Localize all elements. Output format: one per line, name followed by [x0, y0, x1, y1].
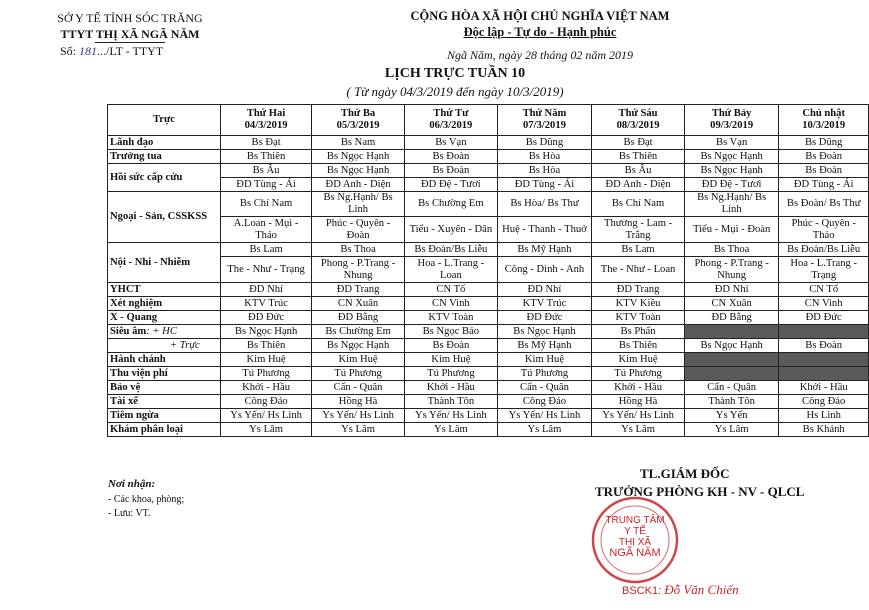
table-cell: Bs Ngọc Hạnh — [312, 164, 405, 178]
row-label: Thu viện phí — [108, 367, 221, 381]
org-line-1: SỞ Y TẾ TỈNH SÓC TRĂNG — [57, 11, 203, 25]
table-cell: Bs Chường Em — [404, 192, 497, 217]
table-cell: Tú Phương — [497, 367, 591, 381]
table-cell: Ys Yến/ Hs Linh — [404, 409, 497, 423]
table-cell: Phong - P.Trang - Nhung — [312, 257, 405, 283]
table-cell: KTV Trúc — [497, 297, 591, 311]
table-cell: ĐD Đức — [497, 311, 591, 325]
row-label: Khám phân loại — [108, 423, 221, 437]
table-cell: CN Vinh — [404, 297, 497, 311]
day-header: Thứ Hai 04/3/2019 — [220, 105, 311, 136]
table-cell: Bs Ngọc Hạnh — [220, 325, 311, 339]
table-cell: Bs Đoàn — [404, 339, 497, 353]
row-label: Lãnh đạo — [108, 136, 221, 150]
table-row — [108, 136, 869, 150]
table-cell: Bs Mỹ Hạnh — [497, 339, 591, 353]
table-cell: Ys Lâm — [404, 423, 497, 437]
table-cell: Thành Tôn — [684, 395, 778, 409]
day-header: Thứ Sáu 08/3/2019 — [592, 105, 685, 136]
signature-position: TRƯỞNG PHÒNG KH - NV - QLCL — [595, 484, 805, 499]
table-cell: Ys Lâm — [312, 423, 405, 437]
table-cell: ĐD Đệ - Tươi — [684, 178, 778, 192]
table-cell: ĐD Tùng - Ái — [220, 178, 311, 192]
table-row — [108, 243, 869, 257]
recipients-title: Nơi nhận: — [108, 478, 156, 490]
table-row — [108, 381, 869, 395]
table-cell: Bs Chí Nam — [220, 192, 311, 217]
table-cell: Bs Ngọc Hạnh — [312, 339, 405, 353]
table-cell: Bs Chường Em — [312, 325, 405, 339]
table-cell: Hồng Hà — [592, 395, 685, 409]
shaded-cell — [779, 353, 869, 367]
table-cell: The - Như - Loan — [592, 257, 685, 283]
table-cell: CN Vinh — [779, 297, 869, 311]
table-cell: Ys Yến/ Hs Linh — [497, 409, 591, 423]
table-cell: CN Tố — [404, 283, 497, 297]
table-cell: Tú Phương — [404, 367, 497, 381]
shaded-cell — [684, 325, 778, 339]
table-cell: Khởi - Hầu — [404, 381, 497, 395]
table-cell: Hồng Hà — [312, 395, 405, 409]
table-row — [108, 150, 869, 164]
table-cell: Khởi - Hầu — [779, 381, 869, 395]
table-cell: Hs Linh — [779, 409, 869, 423]
table-cell: Bs Đoàn — [404, 150, 497, 164]
table-cell: Bs Thoa — [684, 243, 778, 257]
table-cell: Bs Đạt — [592, 136, 685, 150]
table-row — [108, 409, 869, 423]
table-cell: Ys Lâm — [497, 423, 591, 437]
table-cell: Bs Hòa — [497, 164, 591, 178]
table-cell: KTV Toàn — [404, 311, 497, 325]
row-label: Hành chánh — [108, 353, 221, 367]
table-cell: ĐD Tùng - Ái — [497, 178, 591, 192]
table-cell: Bs Đoàn — [404, 164, 497, 178]
table-cell: Tú Phương — [312, 367, 405, 381]
row-label: Tài xế — [108, 395, 221, 409]
table-row — [108, 339, 869, 353]
table-cell: Bs Thiên — [220, 339, 311, 353]
table-cell: Ys Lâm — [220, 423, 311, 437]
row-label: Siêu âm: + HC — [108, 325, 221, 339]
row-label: X - Quang — [108, 311, 221, 325]
seal-text: TRUNG TÂM Y TẾ THỊ XÃ NGÃ NĂM — [605, 515, 665, 559]
table-row — [108, 217, 869, 243]
table-cell: ĐD Nhí — [684, 283, 778, 297]
table-cell: Bs Đoàn/Bs Liễu — [404, 243, 497, 257]
row-label: Xét nghiệm — [108, 297, 221, 311]
table-cell: Thành Tôn — [404, 395, 497, 409]
signature-title: TL.GIÁM ĐỐC — [640, 466, 730, 481]
table-cell: Ys Lâm — [592, 423, 685, 437]
day-header: Thứ Năm 07/3/2019 — [497, 105, 591, 136]
table-cell: Kim Huệ — [312, 353, 405, 367]
table-cell: Kim Huệ — [497, 353, 591, 367]
org-line-2: TTYT THỊ XÃ NGÃ NĂM — [60, 27, 200, 41]
table-cell: Hoa - L.Trang - Trạng — [779, 257, 869, 283]
table-cell: ĐD Anh - Diện — [592, 178, 685, 192]
table-cell: Cẩn - Quân — [684, 381, 778, 395]
table-cell: Bs Phấn — [592, 325, 685, 339]
table-row — [108, 395, 869, 409]
table-cell: ĐD Trang — [592, 283, 685, 297]
table-cell: Bs Vạn — [684, 136, 778, 150]
recipient-item: - Các khoa, phòng; — [108, 494, 185, 505]
table-cell: ĐD Đức — [220, 311, 311, 325]
table-cell: Bs Hòa/ Bs Thư — [497, 192, 591, 217]
table-cell: CN Tố — [779, 283, 869, 297]
table-cell: Bs Ngọc Bảo — [404, 325, 497, 339]
table-cell: CN Xuân — [312, 297, 405, 311]
table-cell: Cẩn - Quân — [497, 381, 591, 395]
table-cell: Kim Huệ — [220, 353, 311, 367]
table-cell: Bs Nam — [312, 136, 405, 150]
table-cell: Bs Thiên — [592, 339, 685, 353]
day-header: Chủ nhật 10/3/2019 — [779, 105, 869, 136]
table-cell: Bs Dũng — [779, 136, 869, 150]
shaded-cell — [684, 353, 778, 367]
table-cell: A.Loan - Mụi - Thảo — [220, 217, 311, 243]
table-cell: The - Như - Trạng — [220, 257, 311, 283]
table-cell: Bs Chí Nam — [592, 192, 685, 217]
table-cell: Bs Đoàn — [779, 339, 869, 353]
table-cell: Tú Phương — [220, 367, 311, 381]
table-cell: ĐD Tùng - Ái — [779, 178, 869, 192]
table-cell: Bs Đoàn/ Bs Thư — [779, 192, 869, 217]
table-cell: Bs Ngọc Hạnh — [497, 325, 591, 339]
table-cell: Bs Mỹ Hạnh — [497, 243, 591, 257]
table-row — [108, 423, 869, 437]
table-row — [108, 178, 869, 192]
table-row — [108, 367, 869, 381]
table-row — [108, 325, 869, 339]
table-cell: Bs Lam — [592, 243, 685, 257]
page-title: LỊCH TRỰC TUẦN 10 — [384, 66, 526, 81]
table-cell: ĐD Bằng — [312, 311, 405, 325]
national-header — [370, 8, 710, 40]
table-cell: KTV Toàn — [592, 311, 685, 325]
table-cell: Cẩn - Quân — [312, 381, 405, 395]
table-cell: Bs Âu — [220, 164, 311, 178]
day-header: Thứ Bảy 09/3/2019 — [684, 105, 778, 136]
table-cell: KTV Kiều — [592, 297, 685, 311]
table-cell: Thương - Lam - Trắng — [592, 217, 685, 243]
table-cell: Bs Ngọc Hạnh — [684, 339, 778, 353]
table-row — [108, 192, 869, 217]
table-cell: ĐD Đệ - Tươi — [404, 178, 497, 192]
table-cell: Bs Thiên — [220, 150, 311, 164]
row-label: Nội - Nhi - Nhiễm — [108, 243, 221, 283]
table-cell: ĐD Bằng — [684, 311, 778, 325]
table-cell: Công Đảo — [779, 395, 869, 409]
table-cell: Kim Huệ — [592, 353, 685, 367]
table-cell: Bs Lam — [220, 243, 311, 257]
day-header: Thứ Tư 06/3/2019 — [404, 105, 497, 136]
duty-schedule-table — [107, 104, 869, 437]
table-cell: ĐD Nhí — [497, 283, 591, 297]
table-cell: Bs Ng.Hạnh/ Bs Linh — [684, 192, 778, 217]
table-cell: ĐD Đức — [779, 311, 869, 325]
table-cell: Bs Đoàn — [779, 150, 869, 164]
table-cell: KTV Trúc — [220, 297, 311, 311]
shaded-cell — [779, 325, 869, 339]
table-cell: Bs Dũng — [497, 136, 591, 150]
table-cell: Hoa - L.Trang - Loan — [404, 257, 497, 283]
row-label: Ngoại - Sản, CSSKSS — [108, 192, 221, 243]
table-cell: Phúc - Quyên - Thảo — [779, 217, 869, 243]
page-subtitle: ( Từ ngày 04/3/2019 đến ngày 10/3/2019) — [346, 84, 564, 99]
row-label: + Trực — [108, 339, 221, 353]
table-row — [108, 297, 869, 311]
table-cell: Phúc - Quyên - Đoàn — [312, 217, 405, 243]
table-cell: Bs Đạt — [220, 136, 311, 150]
nation-name: CỘNG HÒA XÃ HỘI CHỦ NGHĨA VIỆT NAM — [410, 9, 670, 23]
table-cell: Khởi - Hầu — [592, 381, 685, 395]
issue-date: Ngã Năm, ngày 28 tháng 02 năm 2019 — [447, 48, 633, 62]
table-cell: Ys Yến/ Hs Linh — [312, 409, 405, 423]
table-cell: Bs Vạn — [404, 136, 497, 150]
table-row — [108, 257, 869, 283]
table-cell: Huệ - Thanh - Thuở — [497, 217, 591, 243]
official-seal — [580, 490, 690, 590]
row-label: Bảo vệ — [108, 381, 221, 395]
motto: Độc lập - Tự do - Hạnh phúc — [463, 25, 617, 39]
table-cell: Tiểu - Mụi - Đoàn — [684, 217, 778, 243]
table-cell: Bs Ngọc Hạnh — [312, 150, 405, 164]
row-label: Tiêm ngừa — [108, 409, 221, 423]
table-cell: Khởi - Hầu — [220, 381, 311, 395]
table-row — [108, 283, 869, 297]
row-label: Hồi sức cấp cứu — [108, 164, 221, 192]
shaded-cell — [779, 367, 869, 381]
table-cell: Ys Yến/ Hs Linh — [592, 409, 685, 423]
table-cell: ĐD Nhí — [220, 283, 311, 297]
table-cell: Bs Ngọc Hạnh — [684, 150, 778, 164]
day-header: Thứ Ba 05/3/2019 — [312, 105, 405, 136]
table-cell: Bs Ngọc Hạnh — [684, 164, 778, 178]
table-cell: Bs Âu — [592, 164, 685, 178]
table-cell: Bs Thoa — [312, 243, 405, 257]
document-number: Số: 181.../LT - TTYT — [60, 44, 164, 58]
table-cell: Công Đảo — [220, 395, 311, 409]
header-row — [108, 105, 869, 136]
table-cell: Bs Khánh — [779, 423, 869, 437]
signer: BSCK1: Đỗ Văn Chiến — [622, 582, 739, 597]
table-row — [108, 311, 869, 325]
row-label: YHCT — [108, 283, 221, 297]
table-cell: CN Xuân — [684, 297, 778, 311]
col-header-truc: Trực — [108, 105, 221, 136]
table-cell: Ys Yến/ Hs Linh — [220, 409, 311, 423]
table-row — [108, 353, 869, 367]
table-cell: ĐD Anh - Diện — [312, 178, 405, 192]
table-cell: Bs Hòa — [497, 150, 591, 164]
row-label: Trưởng tua — [108, 150, 221, 164]
table-cell: Ys Lâm — [684, 423, 778, 437]
table-cell: Kim Huệ — [404, 353, 497, 367]
table-cell: Công Đảo — [497, 395, 591, 409]
shaded-cell — [684, 367, 778, 381]
table-cell: Bs Đoàn — [779, 164, 869, 178]
table-cell: Bs Đoàn/Bs Liễu — [779, 243, 869, 257]
recipient-item: - Lưu: VT. — [108, 508, 151, 519]
table-cell: Bs Thiên — [592, 150, 685, 164]
issuing-org — [20, 10, 240, 59]
table-cell: Ys Yến — [684, 409, 778, 423]
table-cell: Phong - P.Trang - Nhung — [684, 257, 778, 283]
table-cell: Tiểu - Xuyên - Dân — [404, 217, 497, 243]
table-cell: ĐD Trang — [312, 283, 405, 297]
table-cell: Tú Phương — [592, 367, 685, 381]
table-cell: Bs Ng.Hạnh/ Bs Linh — [312, 192, 405, 217]
table-row — [108, 164, 869, 178]
table-cell: Công - Dình - Anh — [497, 257, 591, 283]
